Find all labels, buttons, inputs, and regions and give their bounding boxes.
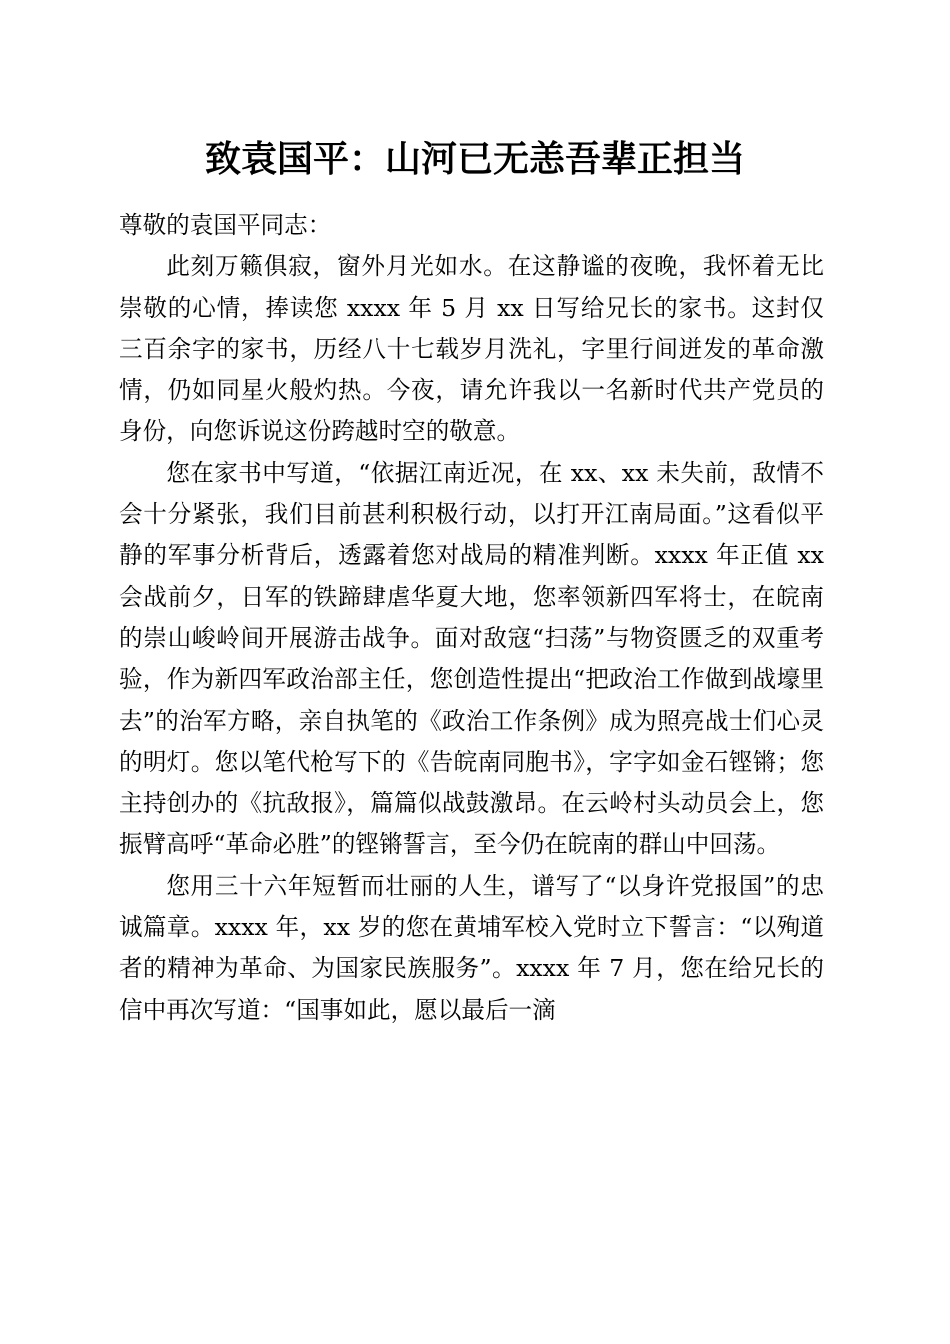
salutation: 尊敬的袁国平同志： (119, 211, 332, 239)
paragraph-2: 您在家书中写道，“依据江南近况，在 xx、xx 未失前，敌情不会十分紧张，我们目前甚利积极行动，以打开江南局面。”这看似平静的军事分析背后，透露着您对战局的精准判断。xxxx 年正值 xx 会战前夕，日军的铁蹄肆虐华夏大地，您率领新四军将士，在皖南的崇山峻岭间开展游击战争。面对敌寇“扫荡”与物资匮乏的双重考验，作为新四军政治部主任，您创造性提出“把政治工作做到战壕里去”的治军方略，亲自执笔的《政治工作条例》成为照亮战士们心灵的明灯。您以笔代枪写下的《告皖南同胞书》，字字如金石铿锵；您主持创办的《抗敌报》，篇篇似战鼓激昂。在云岭村头动员会上，您振臂高呼“革命必胜”的铿锵誓言，至今仍在皖南的群山中回荡。 (119, 458, 824, 859)
document-body (119, 205, 824, 1031)
document-title: 致袁国平：山河已无恙吾辈正担当 (204, 138, 745, 180)
paragraph-1: 此刻万籁俱寂，窗外月光如水。在这静谧的夜晚，我怀着无比崇敬的心情，捧读您 xxxx 年 5 月 xx 日写给兄长的家书。这封仅三百余字的家书，历经八十七载岁月洗礼，字里行间迸发的革命激情，仍如同星火般灼热。今夜，请允许我以一名新时代共产党员的身份，向您诉说这份跨越时空的敬意。 (119, 252, 824, 446)
paragraph-3: 您用三十六年短暂而壮丽的人生，谱写了“以身许党报国”的忠诚篇章。xxxx 年，xx 岁的您在黄埔军校入党时立下誓言：“以殉道者的精神为革命、为国家民族服务”。xxxx 年 7 月，您在给兄长的信中再次写道：“国事如此，愿以最后一滴 (119, 871, 824, 1024)
